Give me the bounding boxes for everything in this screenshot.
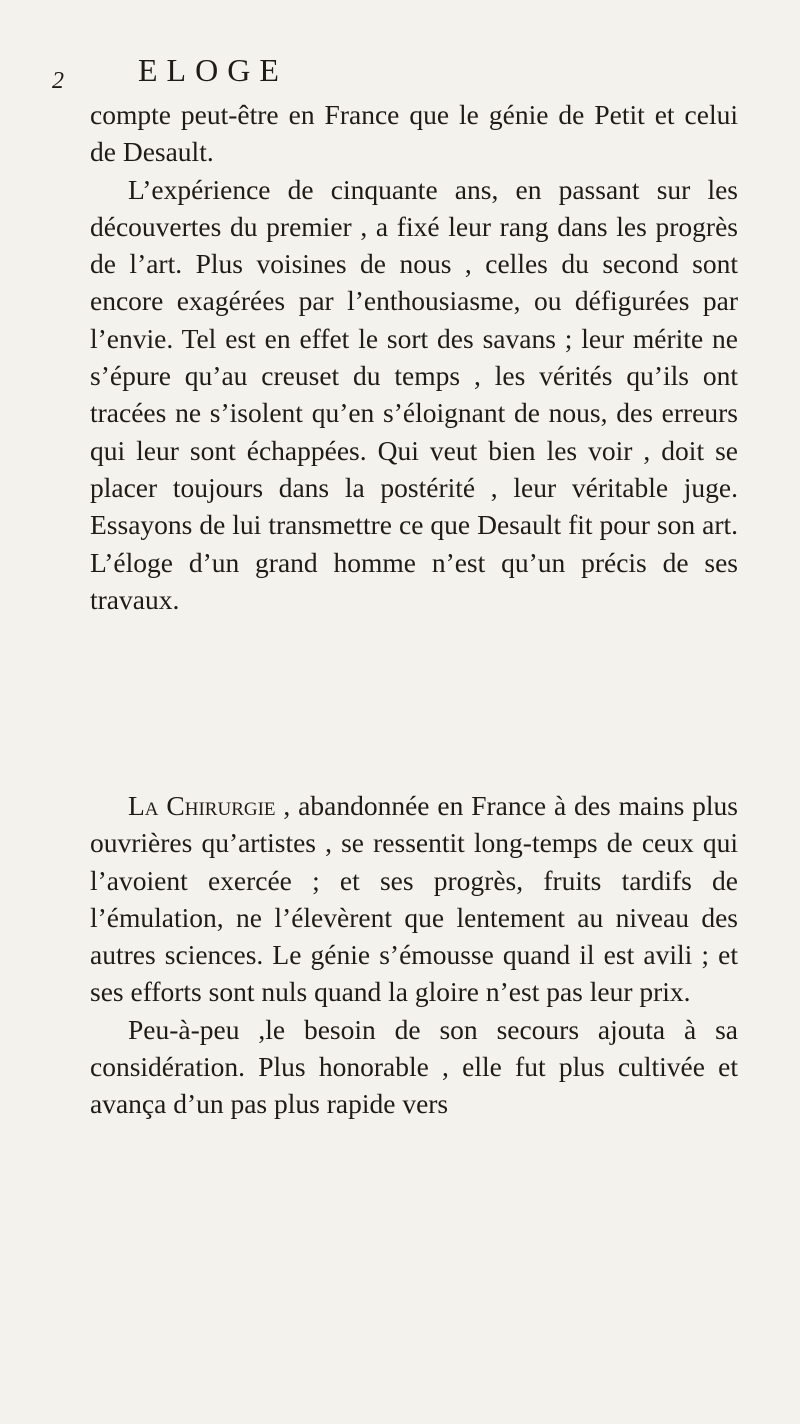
- paragraph-chirurgie: [90, 787, 738, 1011]
- page-number: 2: [52, 68, 64, 94]
- running-head: ELOGE: [138, 52, 288, 88]
- paragraph-peu-a-peu: Peu-à-peu ,le besoin de son secours ajouta à sa considération. Plus honorable , elle fut plus cultivée et avança d’un pas plus rapide vers: [90, 1013, 738, 1120]
- text-section-2: [90, 787, 738, 1123]
- lead-small-caps: La Chirurgie: [128, 790, 276, 821]
- page-header: [52, 52, 752, 92]
- paragraph-continuation: compte peut-être en France que le génie de Petit et celui de Desault.: [90, 99, 738, 168]
- paragraph-chirurgie-body: , abandonnée en France à des mains plus ouvrières qu’artistes , se ressentit long-temps de ceux qui l’avoient exercée ; et ses progrès, fruits tardifs de l’émulation, ne l’élevèrent que lentement au niveau des autres sciences. Le génie s’émousse quand il est avili ; et ses efforts sont nuls quand la gloire n’est pas leur prix.: [90, 790, 738, 1008]
- text-section-1: [90, 96, 738, 618]
- paragraph-experience: L’expérience de cinquante ans, en passant sur les découvertes du premier , a fixé leur rang dans les progrès de l’art. Plus voisines de nous , celles du second sont encore exagérées par l’enthousiasme, ou défigurées par l’envie. Tel est en effet le sort des savans ; leur mérite ne s’épure qu’au creuset du temps , les vérités qu’ils ont tracées ne s’isolent qu’en s’éloignant de nous, des erreurs qui leur sont échappées. Qui veut bien les voir , doit se placer toujours dans la postérité , leur véritable juge. Essayons de lui transmettre ce que Desault fit pour son art. L’éloge d’un grand homme n’est qu’un précis de ses travaux.: [90, 173, 738, 615]
